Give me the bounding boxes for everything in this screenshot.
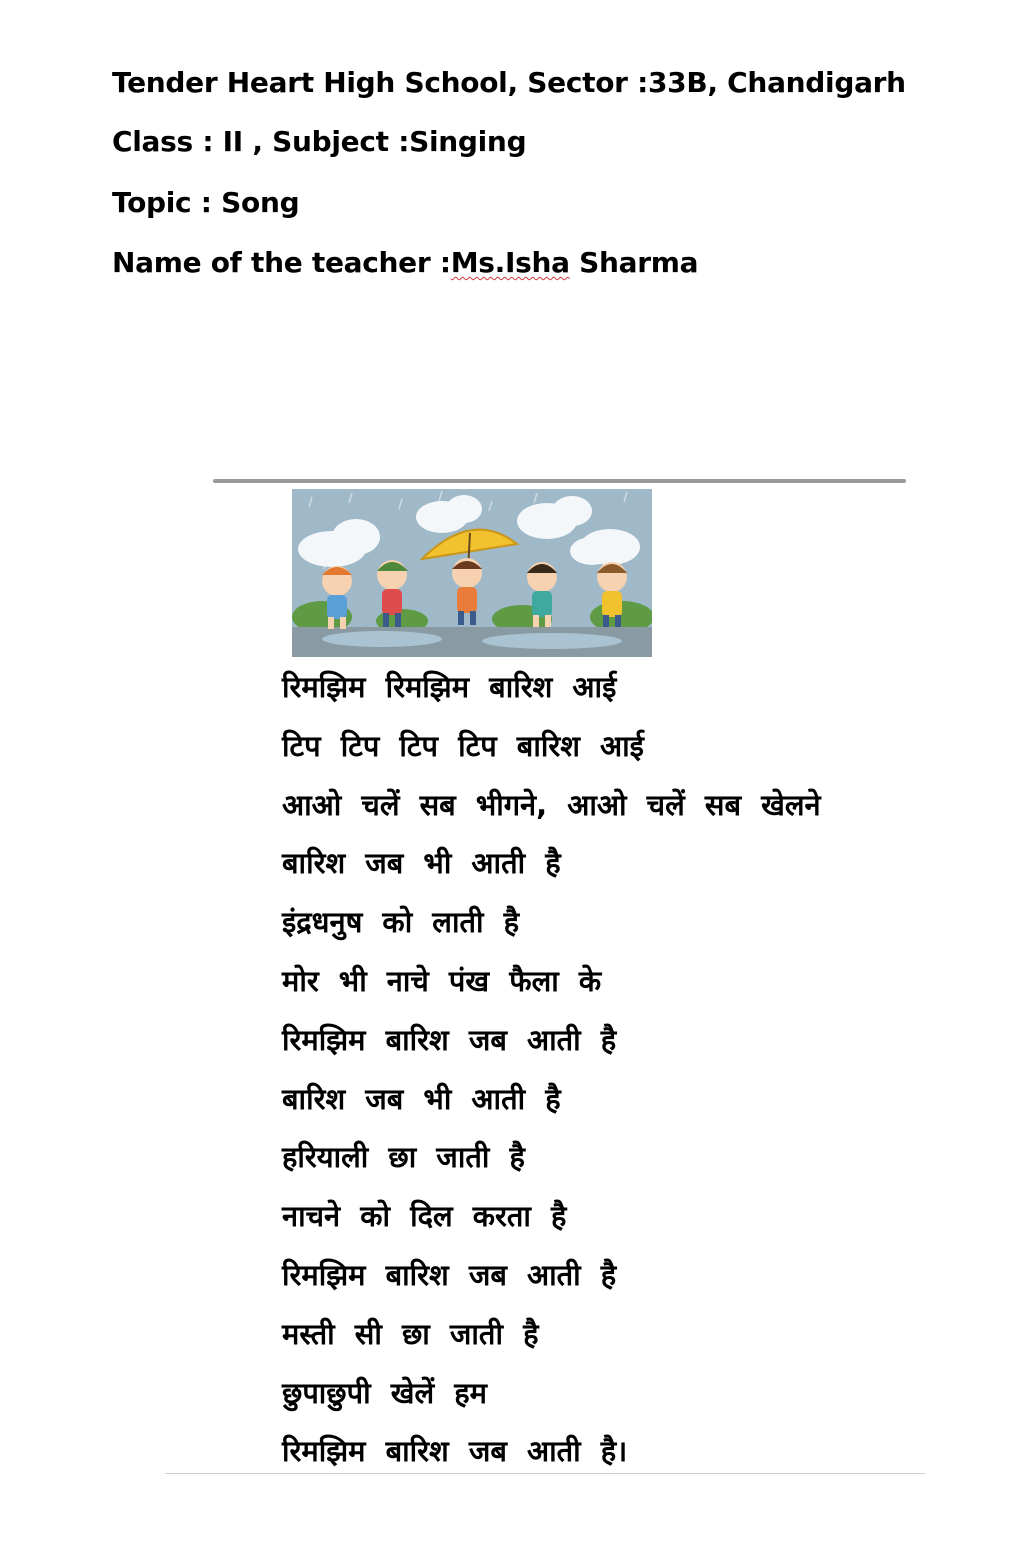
topic-line: Topic : Song [112,186,300,219]
school-name-line: Tender Heart High School, Sector :33B, Chandigarh [112,66,906,99]
song-line: हरियाली छा जाती है [282,1140,525,1175]
song-line: रिमझिम बारिश जब आती है। [282,1434,628,1469]
song-line: मोर भी नाचे पंख फैला के [282,963,602,998]
song-line: बारिश जब भी आती है [282,846,561,881]
bottom-divider [165,1473,925,1474]
class-subject-line: Class : II , Subject :Singing [112,125,527,158]
teacher-label: Name of the teacher : [112,246,451,279]
song-line: रिमझिम रिमझिम बारिश आई [282,670,617,704]
teacher-surname: Sharma [569,246,699,279]
song-line: छुपाछुपी खेलें हम [282,1375,487,1410]
song-lyrics [282,658,922,1481]
song-line: टिप टिप टिप टिप बारिश आई [282,728,644,763]
song-line: नाचने को दिल करता है [282,1199,567,1234]
song-line: इंद्रधनुष को लाती है [282,905,520,940]
top-divider [213,479,906,483]
rain-kids-illustration [292,489,652,657]
song-line: बारिश जब भी आती है [282,1081,561,1116]
teacher-line [112,246,698,279]
song-line: आओ चलें सब भीगने, आओ चलें सब खेलने [282,787,821,822]
song-line: रिमझिम बारिश जब आती है [282,1022,617,1057]
song-line: रिमझिम बारिश जब आती है [282,1257,617,1292]
song-line: मस्ती सी छा जाती है [282,1316,539,1351]
teacher-name-spellcheck: Ms.Isha [450,246,570,279]
